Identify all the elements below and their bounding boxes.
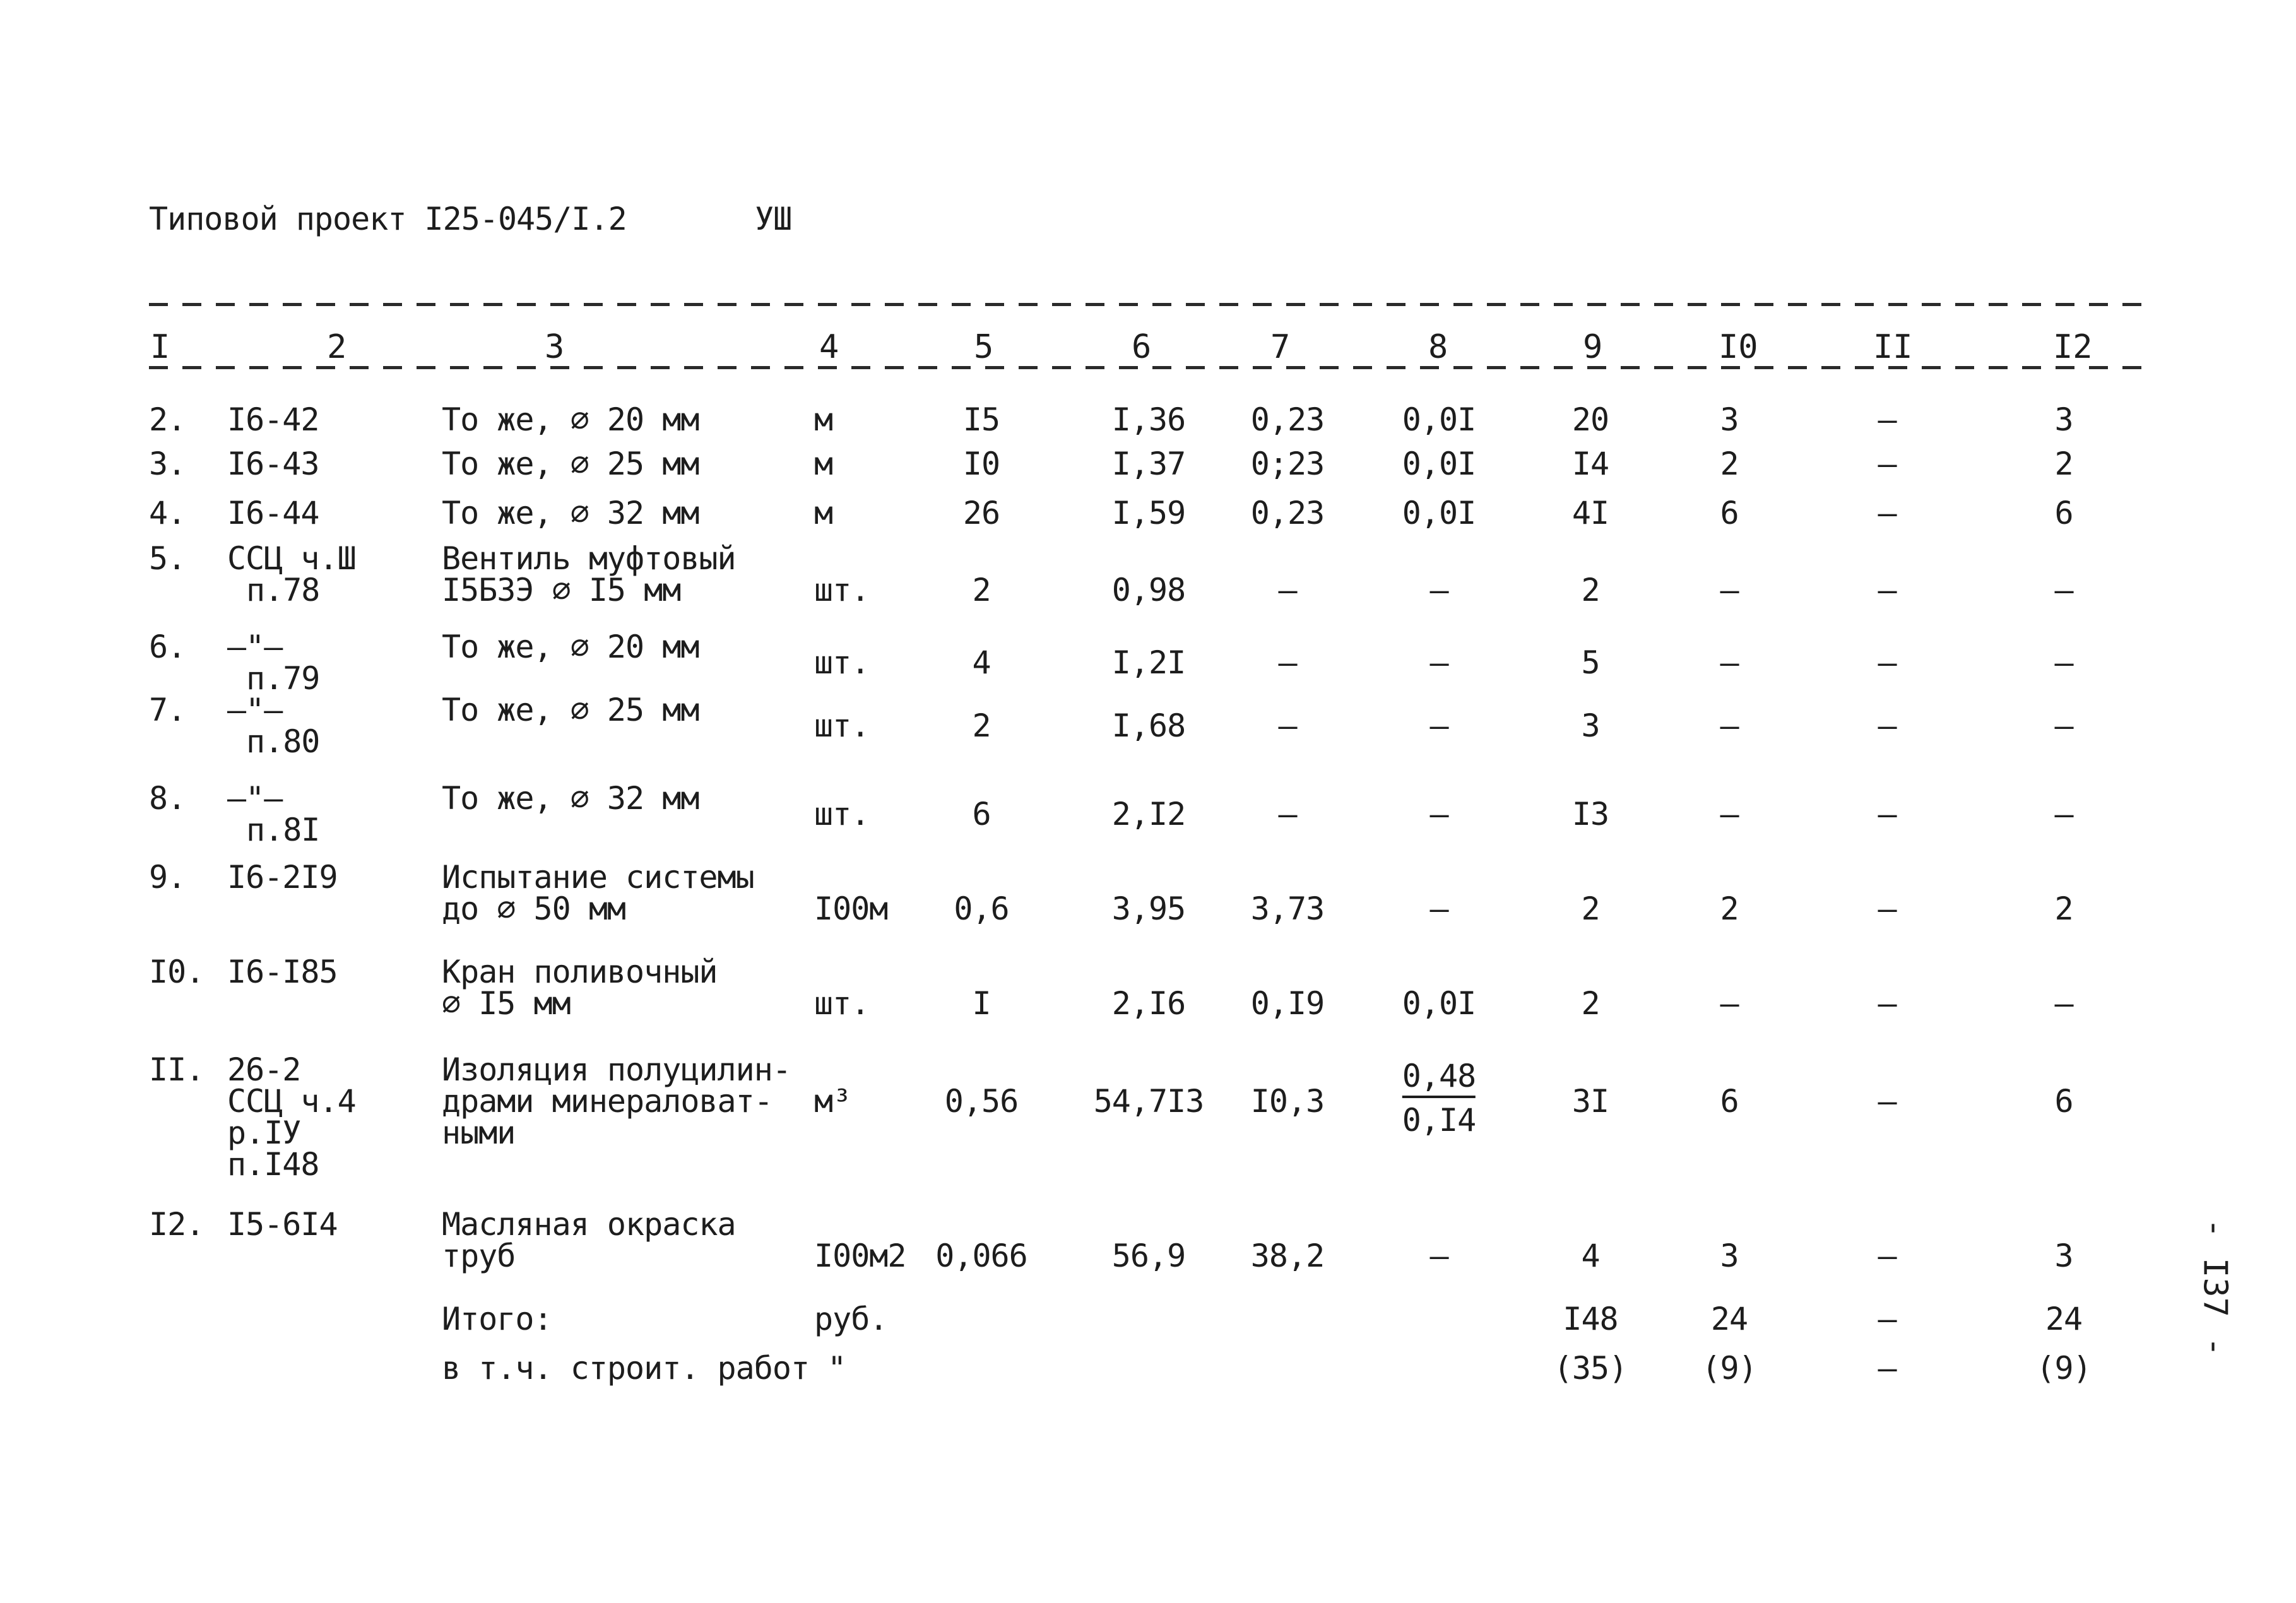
total-col-10: (9)	[1701, 1350, 1757, 1387]
total-col-12: (9)	[2036, 1350, 2092, 1387]
total-col-12: 24	[2045, 1301, 2083, 1337]
row-col-7: –	[1278, 644, 1297, 681]
row-col-10: –	[1720, 796, 1739, 832]
row-col-11: –	[1878, 401, 1897, 438]
row-unit: шт.	[814, 572, 870, 608]
row-code: I5-6I4	[227, 1206, 338, 1243]
row-col-5: 2	[972, 572, 991, 608]
row-name: драми минераловат-	[442, 1083, 772, 1120]
row-col-8: 0,0I	[1402, 985, 1476, 1022]
row-col-10: 3	[1720, 1238, 1739, 1274]
column-number: 5	[974, 328, 994, 366]
row-col-5: I	[972, 985, 991, 1022]
row-col-7: 3,73	[1250, 890, 1325, 927]
row-name: То же, ∅ 32 мм	[442, 780, 699, 817]
row-col-8: –	[1429, 796, 1448, 832]
total-col-9: I48	[1563, 1301, 1618, 1337]
row-unit: шт.	[814, 985, 870, 1022]
row-col-12: 3	[2054, 401, 2073, 438]
row-number: I0.	[149, 954, 204, 990]
row-col-7: 0,23	[1250, 401, 1325, 438]
total-col-11: –	[1878, 1301, 1897, 1337]
row-col-11: –	[1878, 446, 1897, 482]
row-col-5: I0	[962, 446, 1000, 482]
row-unit: м	[814, 446, 833, 482]
row-name: Вентиль муфтовый	[442, 540, 736, 577]
row-col-12: –	[2054, 707, 2073, 744]
row-col-11: –	[1878, 890, 1897, 927]
row-name: Кран поливочный	[442, 954, 718, 990]
row-code: р.IУ	[227, 1115, 301, 1151]
fraction-bar	[1402, 1096, 1476, 1098]
row-number: I2.	[149, 1206, 204, 1243]
row-code: –"–	[227, 780, 283, 817]
row-col-8: –	[1429, 644, 1448, 681]
column-number: II	[1873, 328, 1913, 366]
row-col-11: –	[1878, 572, 1897, 608]
row-col-7: 0,I9	[1250, 985, 1325, 1022]
row-col-5: 4	[972, 644, 991, 681]
row-col-9: I3	[1571, 796, 1609, 832]
row-code: I6-42	[227, 401, 319, 438]
row-col-9: 2	[1581, 985, 1600, 1022]
row-col-7: I0,3	[1250, 1083, 1325, 1120]
row-col-7: 0,23	[1250, 495, 1325, 531]
row-col-6: I,37	[1111, 446, 1186, 482]
row-col-8: 0,0I	[1402, 401, 1476, 438]
row-name: То же, ∅ 25 мм	[442, 446, 699, 482]
row-col-7: –	[1278, 707, 1297, 744]
row-code: –"–	[227, 629, 283, 665]
row-col-11: –	[1878, 707, 1897, 744]
row-code: п.I48	[227, 1146, 319, 1183]
row-unit: I00м2	[814, 1238, 906, 1274]
row-number: 8.	[149, 780, 186, 817]
row-unit: шт.	[814, 644, 870, 681]
row-col-7: –	[1278, 572, 1297, 608]
column-number: I0	[1719, 328, 1758, 366]
row-col-12: –	[2054, 796, 2073, 832]
row-name: То же, ∅ 32 мм	[442, 495, 699, 531]
row-col-6: 2,I2	[1111, 796, 1186, 832]
row-col-9: 2	[1581, 890, 1600, 927]
row-col-5: 2	[972, 707, 991, 744]
row-name: Изоляция полуцилин-	[442, 1051, 791, 1088]
row-name: То же, ∅ 20 мм	[442, 629, 699, 665]
row-col-6: I,36	[1111, 401, 1186, 438]
row-col-10: –	[1720, 985, 1739, 1022]
row-unit: шт.	[814, 796, 870, 832]
row-col-6: 0,98	[1111, 572, 1186, 608]
row-col-9: 5	[1581, 644, 1600, 681]
row-unit: м³	[814, 1083, 851, 1120]
row-code: п.8I	[246, 812, 320, 848]
row-number: II.	[149, 1051, 204, 1088]
row-col-6: 56,9	[1111, 1238, 1186, 1274]
row-number: 2.	[149, 401, 186, 438]
row-code: I6-2I9	[227, 859, 338, 896]
row-col-10: –	[1720, 572, 1739, 608]
table-top-rule	[149, 303, 2143, 306]
row-col-10: 6	[1720, 495, 1739, 531]
row-col-8: 0,0I	[1402, 446, 1476, 482]
row-unit: м	[814, 495, 833, 531]
column-number: 4	[819, 328, 839, 366]
row-col-7: 0;23	[1250, 446, 1325, 482]
row-col-7: –	[1278, 796, 1297, 832]
row-col-11: –	[1878, 985, 1897, 1022]
row-col-8: 0,0I	[1402, 495, 1476, 531]
header-bottom-rule	[149, 366, 2143, 369]
row-col-12: 2	[2054, 890, 2073, 927]
row-col-12: –	[2054, 572, 2073, 608]
row-code: ССЦ ч.4	[227, 1083, 356, 1120]
row-unit: I00м	[814, 890, 888, 927]
row-code: п.80	[246, 723, 320, 760]
row-col-10: 2	[1720, 890, 1739, 927]
row-col-9: 3I	[1571, 1083, 1609, 1120]
column-number: 2	[327, 328, 347, 366]
row-code: 26-2	[227, 1051, 301, 1088]
row-col-5: 0,066	[935, 1238, 1027, 1274]
row-col-12: –	[2054, 644, 2073, 681]
row-col-6: I,68	[1111, 707, 1186, 744]
row-number: 7.	[149, 692, 186, 728]
row-col-8: –	[1429, 890, 1448, 927]
row-col-11: –	[1878, 1238, 1897, 1274]
column-number: I2	[2053, 328, 2093, 366]
row-name: I5Б3Э ∅ I5 мм	[442, 572, 681, 608]
column-number: 7	[1270, 328, 1291, 366]
row-col-12: 2	[2054, 446, 2073, 482]
row-col-9: I4	[1571, 446, 1609, 482]
row-col-11: –	[1878, 644, 1897, 681]
row-code: ССЦ ч.Ш	[227, 540, 356, 577]
row-col-8-fraction	[1402, 1058, 1476, 1139]
section-mark: УШ	[755, 201, 792, 237]
row-col-12: 3	[2054, 1238, 2073, 1274]
row-col-10: 2	[1720, 446, 1739, 482]
row-col-11: –	[1878, 796, 1897, 832]
row-col-11: –	[1878, 1083, 1897, 1120]
document-title: Типовой проект I25-045/I.2	[149, 201, 627, 237]
page-number: - I37 -	[2196, 1218, 2234, 1357]
row-name: Масляная окраска	[442, 1206, 736, 1243]
row-col-5: 0,6	[954, 890, 1009, 927]
fraction-top: 0,48	[1402, 1058, 1476, 1094]
row-name: ными	[442, 1115, 516, 1151]
row-number: 6.	[149, 629, 186, 665]
row-col-5: 0,56	[944, 1083, 1019, 1120]
row-col-8: –	[1429, 572, 1448, 608]
row-col-5: I5	[962, 401, 1000, 438]
row-name: ∅ I5 мм	[442, 985, 571, 1022]
total-col-10: 24	[1710, 1301, 1748, 1337]
row-col-12: 6	[2054, 1083, 2073, 1120]
row-name: Испытание системы	[442, 859, 754, 896]
row-code: п.78	[246, 572, 320, 608]
row-name: То же, ∅ 20 мм	[442, 401, 699, 438]
fraction-bottom: 0,I4	[1402, 1102, 1476, 1139]
row-col-9: 4	[1581, 1238, 1600, 1274]
column-number: 9	[1583, 328, 1603, 366]
row-unit: шт.	[814, 707, 870, 744]
column-number: 8	[1428, 328, 1448, 366]
row-unit: м	[814, 401, 833, 438]
row-col-6: 3,95	[1111, 890, 1186, 927]
row-col-12: –	[2054, 985, 2073, 1022]
row-code: I6-I85	[227, 954, 338, 990]
total-unit: руб.	[814, 1301, 888, 1337]
total-col-9: (35)	[1553, 1350, 1628, 1387]
row-col-6: 2,I6	[1111, 985, 1186, 1022]
row-code: п.79	[246, 660, 320, 697]
row-col-9: 4I	[1571, 495, 1609, 531]
column-number: I	[150, 328, 170, 366]
total-col-11: –	[1878, 1350, 1897, 1387]
row-code: –"–	[227, 692, 283, 728]
row-name: труб	[442, 1238, 516, 1274]
row-col-9: 20	[1571, 401, 1609, 438]
row-col-6: 54,7I3	[1093, 1083, 1204, 1120]
row-col-5: 26	[962, 495, 1000, 531]
row-col-12: 6	[2054, 495, 2073, 531]
row-col-11: –	[1878, 495, 1897, 531]
column-number: 6	[1132, 328, 1152, 366]
total-label: Итого:	[442, 1301, 552, 1337]
row-col-6: I,2I	[1111, 644, 1186, 681]
row-number: 4.	[149, 495, 186, 531]
row-col-9: 3	[1581, 707, 1600, 744]
total-label: в т.ч. строит. работ "	[442, 1350, 846, 1387]
row-code: I6-44	[227, 495, 319, 531]
row-number: 9.	[149, 859, 186, 896]
row-code: I6-43	[227, 446, 319, 482]
row-col-6: I,59	[1111, 495, 1186, 531]
row-name: То же, ∅ 25 мм	[442, 692, 699, 728]
row-col-8: –	[1429, 707, 1448, 744]
row-col-5: 6	[972, 796, 991, 832]
row-col-10: –	[1720, 644, 1739, 681]
row-number: 3.	[149, 446, 186, 482]
row-col-10: 3	[1720, 401, 1739, 438]
row-number: 5.	[149, 540, 186, 577]
row-name: до ∅ 50 мм	[442, 890, 626, 927]
row-col-8: –	[1429, 1238, 1448, 1274]
row-col-10: 6	[1720, 1083, 1739, 1120]
row-col-9: 2	[1581, 572, 1600, 608]
row-col-7: 38,2	[1250, 1238, 1325, 1274]
column-number: 3	[545, 328, 565, 366]
row-col-10: –	[1720, 707, 1739, 744]
